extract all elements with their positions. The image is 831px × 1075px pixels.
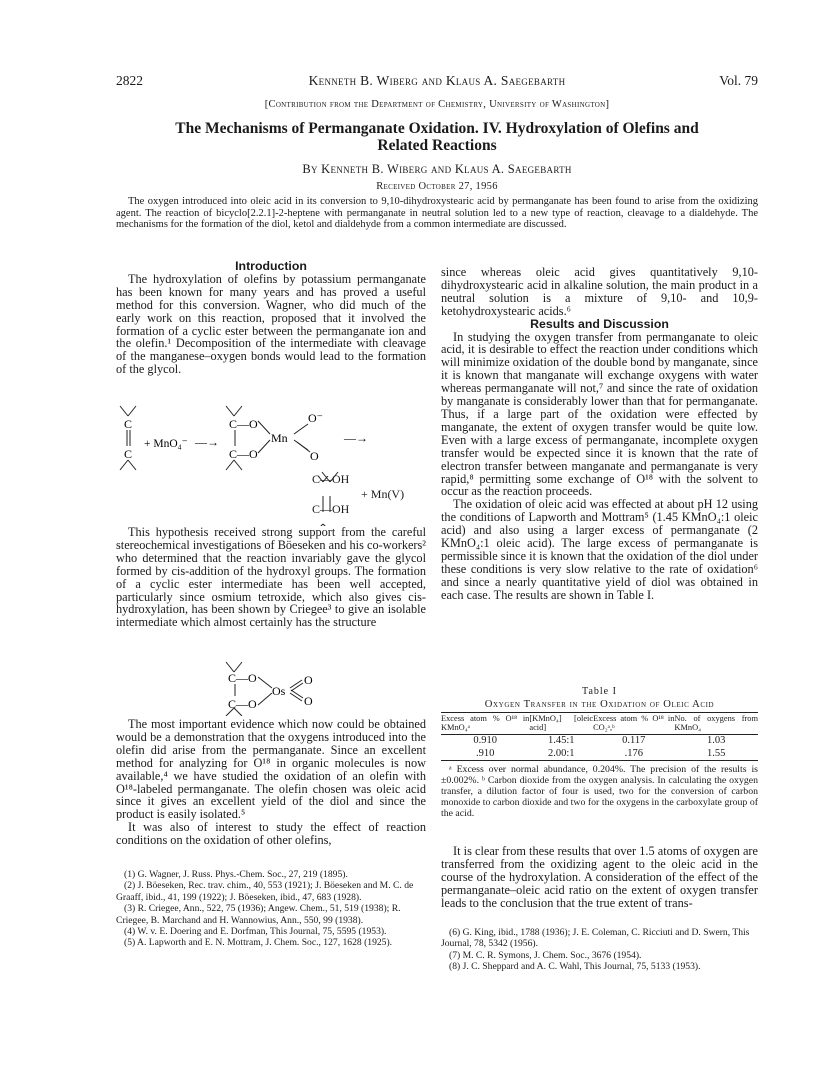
glycol-oh-bottom: C—OH [312,502,350,516]
osmate-o-bottom: O [304,694,313,708]
olefin-c-top: C [124,417,133,431]
article-title [116,120,758,154]
left-footnotes [116,869,426,949]
table-row [441,748,758,761]
scheme1-arrow-2: —→ [344,431,368,445]
scheme1-mnv: + Mn(V) [361,487,405,501]
table-cell: .176 [593,748,674,761]
results-heading: Results and Discussion [530,316,669,331]
title-line-1: The Mechanisms of Permanganate Oxidation. IV. Hydroxylation of Olefins and [175,120,699,137]
running-header [116,73,758,89]
table-cell: 1.55 [674,748,758,761]
abstract [116,196,758,231]
ester-mn: Mn [271,431,288,445]
oxygen-transfer-table [441,712,758,761]
table-cell: 2.00:1 [529,748,593,761]
results-paragraph-1: In studying the oxygen transfer from permanganate to oleic acid, it is desirable to effect the reaction under conditions which will minimize oxidation of the double bond by manganate, since it is known that manganate will exchange oxygens with water whereas permanganate will not,⁷ and since the rate of oxidation by manganate is considerably lower than that for permanganate. Thus, if a large part of the oxidation were effected by manganate, the extent of oxygen transfer would be quite low. Even with a large excess of permanganate, incomplete oxygen transfer would be expected since it is known that the rate of electron transfer between manganate and permanganate is very rapid,⁸ permitting some exchange of O¹⁸ with the solvent to occur as the reaction proceeds. [441,329,758,499]
osmate-co-bottom: C—O [228,697,257,711]
scheme-osmate-ester [222,660,342,716]
received-date: Received October 27, 1956 [376,181,498,192]
left-column [116,260,426,376]
table-cell: 0.117 [622,735,646,747]
osmate-co-top: C—O [228,671,257,685]
table-row [441,735,758,748]
table-header-3: Excess atom % O¹⁸ in CO₂ᵃ,ᵇ [593,712,674,735]
results-paragraph-2: The oxidation of oleic acid was effected at about pH 12 using the conditions of Lapworth and Mottram⁵ (1.45 KMnO₄:1 oleic acid) and also using a larger excess of permanganate (2 KMnO₄:1 oleic acid). The large excess of permanganate is permissible since it is known that the oxidation of the diol under these conditions is very slow relative to the rate of oxidation⁶ and since a nearly quantitative yield of diol was obtained in each case. The results are shown in Table I. [441,497,758,602]
table-label: Table I [582,686,617,697]
contribution-line: [Contribution from the Department of Chemistry, University of Washington] [264,99,610,110]
page-number: 2822 [116,73,143,88]
table-header-2: [KMnO₄] [oleic acid] [529,712,593,735]
osmate-os: Os [272,684,286,698]
right-paragraph-0: since whereas oleic acid gives quantitatively 9,10-dihydroxystearic acid in alkaline solution, the main product in a neutral solution is a mixture of 9,10- and 10,9-ketohydroxystearic acids.⁶ [441,265,758,318]
table-cell: .910 [441,748,529,761]
footnote-2: (2) J. Böeseken, Rec. trav. chim., 40, 553 (1921); J. Böeseken and M. C. de Graaff, ibid., 41, 199 (1922); J. Böeseken, ibid., 47, 683 (1928). [116,880,414,903]
footnote-7: (7) M. C. R. Symons, J. Chem. Soc., 3676 (1954). [449,949,642,961]
footnote-4: (4) W. v. E. Doering and E. Dorfman, This Journal, 75, 5595 (1953). [124,926,387,938]
right-column-part-2 [441,845,758,910]
table-caption: Oxygen Transfer in the Oxidation of Oleic Acid [484,698,715,710]
left-column-part-2 [116,526,426,629]
footnote-1: (1) G. Wagner, J. Russ. Phys.-Chem. Soc., 27, 219 (1895). [124,869,348,880]
footnote-3: (3) R. Criegee, Ann., 522, 75 (1936); Angew. Chem., 51, 519 (1938); R. Criegee, B. Marchand and H. Wannowius, Ann., 550, 99 (1938). [116,903,401,926]
osmate-o-top: O [304,673,313,687]
results-paragraph-3: It is clear from these results that over 1.5 atoms of oxygen are transferred from the oxidizing agent to the oleic acid in the course of the hydroxylation. A consideration of the effect of the permanganate–oleic acid ratio on the extent of oxygen transfer leads to the conclusion that the true extent of trans- [441,844,758,910]
ester-co-bottom: C—O [229,447,258,461]
table-cell: 1.45:1 [547,735,575,747]
intro-heading: Introduction [235,259,307,273]
byline: By Kenneth B. Wiberg and Klaus A. Saegebarth [302,162,572,176]
table-header-row [441,712,758,735]
footnote-8: (8) J. C. Sheppard and A. C. Wahl, This Journal, 75, 5133 (1953). [449,961,701,973]
table-notes [441,764,758,819]
glycol-oh-top: C—OH [312,472,350,486]
table-header-1: Excess atom % O¹⁸ in KMnO₄ᵃ [441,712,529,735]
right-column [441,266,758,602]
table-notes-text: ᵃ Excess over normal abundance, 0.204%. The precision of the results is ±0.002%. ᵇ Carbon dioxide from the oxygen analysis. In calculating the oxygen transfer, a dilution factor of four is used, two for the conversion of carbon monoxide to carbon dioxide and two for the oxygens in the carboxylate group of the acid. [441,764,758,819]
intro-paragraph-3: The most important evidence which now could be obtained would be a demonstration that the oxygens introduced into the olefin did arise from the permanganate. Since an excellent method for analyzing for O¹⁸ in organic molecules is now available,⁴ we have studied the oxidation of an olefin with O¹⁸-labeled permanganate. The olefin chosen was oleic acid since it gives an excellent yield of the diol and since the product is easily isolated.⁵ [116,717,426,822]
table-block [441,686,758,819]
title-line-2: Related Reactions [377,137,497,154]
table-cell: 0.910 [473,735,497,747]
intro-paragraph-4: It was also of interest to study the effect of reaction conditions on the oxidation of other olefins, [116,820,426,848]
footnote-6: (6) G. King, ibid., 1788 (1936); J. E. Coleman, C. Ricciuti and D. Swern, This Journal, 78, 5342 (1956). [441,927,750,950]
scheme1-mno4: + MnO₄⁻ [144,438,188,450]
scheme1-arrow-1: —→ [195,435,219,449]
ester-co-top: C—O [229,417,258,431]
abstract-text: The oxygen introduced into oleic acid in its conversion to 9,10-dihydroxystearic acid by permanganate has been found to arise from the oxidizing agent. The reaction of bicyclo[2.2.1]-2-heptene with permanganate in neutral solution led to a new type of reaction, cleavage to a dialdehyde. The mechanisms for the formation of the diol, ketol and dialdehyde from a common intermediate are discussed. [116,196,758,230]
ester-o: O [310,449,319,463]
running-authors: Kenneth B. Wiberg and Klaus A. Saegebarth [308,73,566,88]
footnote-5: (5) A. Lapworth and E. N. Mottram, J. Chem. Soc., 127, 1628 (1925). [124,937,393,949]
right-footnotes [441,927,758,973]
ester-o-minus: O⁻ [308,411,323,425]
table-cell: 1.03 [707,735,726,747]
table-header-4: No. of oxygens from KMnO₄ [674,712,758,735]
olefin-c-bottom: C [124,447,133,461]
left-column-part-3 [116,718,426,847]
volume-label: Vol. 79 [719,73,758,88]
intro-paragraph-1: The hydroxylation of olefins by potassium permanganate has been known for many years and has proved a useful method for this conversion. Wagner, who did much of the early work on this reaction, proposed that it involved the formation of a cyclic ester between the permanganate ion and the olefin.¹ Decomposition of the intermediate with cleavage of the manganese–oxygen bonds would lead to the formation of the glycol. [116,271,426,377]
intro-paragraph-2: This hypothesis received strong support from the careful stereochemical investigations of Böeseken and his co-workers² who determined that the reaction invariably gave the glycol formed by cis-addition of the hydroxyl groups. The formation of a cyclic ester intermediate has been well accepted, particularly since osmium tetroxide, which also gives cis-hydroxylation, has been shown by Criegee³ to give an isolable intermediate which almost certainly has the structure [116,525,426,630]
